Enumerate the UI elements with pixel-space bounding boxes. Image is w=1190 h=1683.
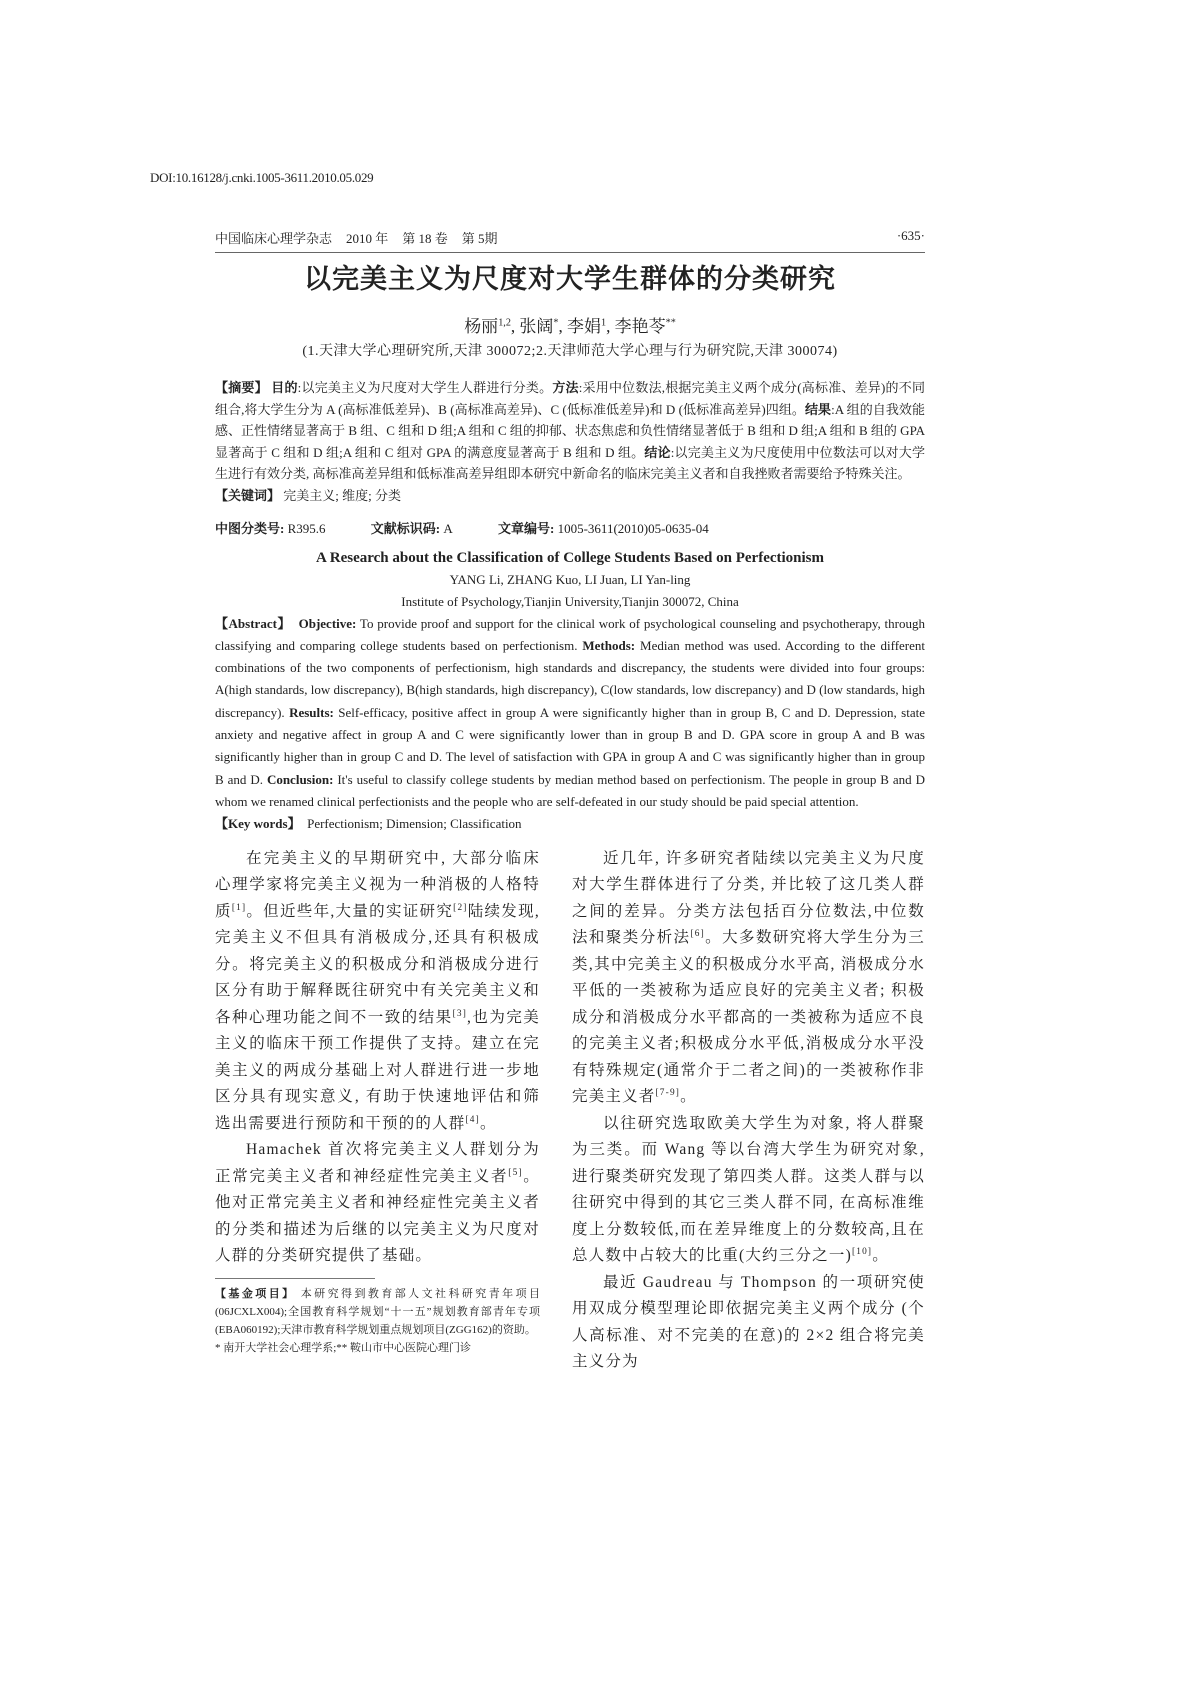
conclusion-en-text: It's useful to classify college students by median method based on perfectionism. The people in group B and D whom we renamed clinical perfectionists and the people who are self-defeated in our study should be paid special attention.: [215, 771, 925, 809]
keywords-en-label: 【Key words】: [215, 816, 301, 832]
running-header: [215, 228, 925, 253]
journal-issue: 第 5期: [461, 231, 498, 246]
objective-text: :以完美主义为尺度对大学生人群进行分类。: [297, 380, 553, 395]
clc-value: R395.6: [287, 520, 326, 536]
text: 陆续发现,完美主义不但具有消极成分,还具有积极成分。将完美主义的积极成分和消极成分进行区分有助于解释既往研究中有关完美主义和各种心理功能之间不一致的结果: [215, 902, 540, 1026]
citation: [5]: [508, 1167, 523, 1178]
doc-code-label: 文献标识码:: [370, 520, 441, 536]
journal-name: 中国临床心理学杂志: [215, 231, 333, 246]
doc-code-value: A: [443, 520, 453, 536]
citation: [10]: [851, 1246, 873, 1257]
author-mark: 1,2: [498, 317, 511, 329]
author-affiliation-note: * 南开大学社会心理学系;** 鞍山市中心医院心理门诊: [215, 1341, 472, 1354]
paper-title: 以完美主义为尺度对大学生群体的分类研究: [304, 264, 836, 294]
authors-en: YANG Li, ZHANG Kuo, LI Juan, LI Yan-ling: [449, 571, 691, 587]
author-mark: *: [553, 317, 559, 329]
text: 。: [680, 1088, 697, 1106]
keywords-cn: [215, 485, 925, 507]
journal-year: 2010 年: [346, 231, 389, 246]
abstract-en-label: 【Abstract】: [215, 615, 292, 631]
doi: DOI:10.16128/j.cnki.1005-3611.2010.05.029: [150, 170, 374, 185]
results-en-text: Self-efficacy, positive affect in group A were significantly higher than in group B, C and D. Depression, state anxiety and negative affect in group A and C were significantly lower than in group B and D. GPA score in group A and B was significantly higher than in group C and D. The level of satisfaction with GPA in group A and C was significantly higher than in group B and D.: [215, 704, 925, 787]
objective-en-text: To provide proof and support for the clinical work of psychological counseling and psychotherapy, through classifying and comparing college students based on perfectionism.: [215, 615, 925, 653]
affiliation: (1.天津大学心理研究所,天津 300072;2.天津师范大学心理与行为研究院,天津 300074): [302, 344, 838, 359]
citation: [6]: [690, 928, 705, 939]
paragraph: [572, 846, 925, 1111]
author: 李娟: [567, 317, 602, 336]
text: ,也为完美主义的临床干预工作提供了支持。建立在完美主义的两成分基础上对人群进行进一步地区分具有现实意义, 有助于快速地评估和筛选出需要进行预防和干预的的人群: [215, 1008, 540, 1132]
body-column-left: [215, 846, 540, 1357]
methods-en-text: Median method was used. According to the different combinations of the two components of perfectionism, high standards and discrepancy, the students were divided into four groups: A(high standards, low discrepancy), B(high standards, high discrepancy), C(low standards, low discrepancy) and D (low standards, high discrepancy).: [215, 637, 925, 720]
text: 。: [479, 1114, 497, 1132]
title-en: A Research about the Classification of College Students Based on Perfectionism: [315, 549, 825, 566]
results-en-label: Results:: [289, 704, 334, 720]
keywords-en-value: Perfectionism; Dimension; Classification: [307, 816, 522, 832]
conclusion-label: 结论: [644, 444, 671, 460]
results-label: 结果: [804, 401, 832, 417]
body-column-right: [572, 846, 925, 1376]
text: Hamachek 首次将完美主义人群划分为正常完美主义者和神经症性完美主义者: [215, 1141, 540, 1185]
objective-en-label: Objective:: [298, 615, 357, 631]
author-mark: **: [665, 317, 676, 329]
citation: [3]: [452, 1008, 468, 1019]
journal-volume: 第 18 卷: [402, 231, 448, 246]
text: 。: [872, 1247, 889, 1265]
classification-info: [215, 519, 925, 539]
methods-text: :采用中位数法,根据完美主义两个成分(高标准、差异)的不同组合,将大学生分为 A (高标准低差异)、B (高标准高差异)、C (低标准低差异)和 D (低标准高差异)四组。: [215, 380, 925, 417]
text: 近几年, 许多研究者陆续以完美主义为尺度对大学生群体进行了分类, 并比较了这几类人群之间的差异。分类方法包括百分位数法,中位数法和聚类分析法: [572, 849, 925, 947]
footnote: [215, 1285, 540, 1357]
citation: [2]: [453, 902, 468, 913]
keywords-label: 【关键词】: [215, 487, 281, 503]
author: 张阔: [519, 317, 554, 336]
abstract-en: [215, 613, 925, 814]
funding-text: 本研究得到教育部人文社科研究青年项目(06JCXLX004);全国教育科学规划“十一五”规划教育部青年专项(EBA060192);天津市教育科学规划重点规划项目(ZGG162)的资助。: [215, 1287, 541, 1336]
text: 以往研究选取欧美大学生为对象, 将人群聚为三类。而 Wang 等以台湾大学生为研究对象,进行聚类研究发现了第四类人群。这类人群与以往研究中得到的其它三类人群不同, 在高标准维度上分数较低,而在差异维度上的分数较高,且在总人数中占较大的比重(大约三分之一): [572, 1114, 925, 1265]
article: [215, 228, 925, 1376]
authors: 杨丽$^{1,2}$, 张阔*, 李娟$^1$, 李艳苓**: [464, 317, 676, 336]
citation: [4]: [465, 1114, 480, 1125]
text: 。但近些年,大量的实证研究: [246, 902, 454, 920]
author: 杨丽: [464, 317, 499, 336]
citation: [1]: [231, 902, 247, 913]
text: 。大多数研究将大学生分为三类,其中完美主义的积极成分水平高, 消极成分水平低的一类被称为适应良好的完美主义者; 积极成分和消极成分水平都高的一类被称为适应不良的完美主义者;积极成分水平低,消极成分水平没有特殊规定(通常介于二者之间)的一类被称作非完美主义者: [572, 929, 925, 1106]
objective-label: 目的: [271, 380, 298, 395]
keywords-value: 完美主义; 维度; 分类: [283, 487, 401, 503]
affiliation-en: Institute of Psychology,Tianjin University,Tianjin 300072, China: [401, 593, 739, 609]
body-columns: [215, 846, 925, 1376]
methods-label: 方法: [552, 380, 579, 395]
article-no-value: 1005-3611(2010)05-0635-04: [557, 520, 709, 536]
methods-en-label: Methods:: [582, 637, 636, 653]
footnote-divider: [215, 1278, 375, 1279]
funding-label: 【基金项目】: [215, 1287, 296, 1300]
text: 在完美主义的早期研究中, 大部分临床心理学家将完美主义视为一种消极的人格特质: [215, 849, 540, 920]
results-text: :A 组的自我效能感、正性情绪显著高于 B 组、C 组和 D 组;A 组和 C 组的抑郁、状态焦虑和负性情绪显著低于 B 组和 D 组;A 组和 B 组的 GPA 显著高于 C 组和 D 组;A 组和 C 组对 GPA 的满意度显著高于 B 组和 D 组。: [215, 401, 925, 460]
journal-info: [215, 228, 498, 247]
abstract-cn: [215, 377, 925, 485]
paragraph: 最近 Gaudreau 与 Thompson 的一项研究使用双成分模型理论即依据完美主义两个成分 (个人高标准、对不完美的在意)的 2×2 组合将完美主义分为: [572, 1273, 925, 1371]
citation: [7-9]: [655, 1087, 681, 1098]
paragraph: [215, 1137, 540, 1270]
clc-label: 中图分类号:: [215, 520, 285, 536]
paragraph: [215, 846, 540, 1138]
page-number: ·635·: [896, 228, 925, 243]
keywords-en: [215, 813, 925, 835]
author: 李艳苓: [614, 317, 666, 336]
author-mark: 1: [601, 317, 607, 329]
conclusion-text: :以完美主义为尺度使用中位数法可以对大学生进行有效分类, 高标准高差异组和低标准高差异组即本研究中新命名的临床完美主义者和自我挫败者需要给予特殊关注。: [215, 444, 925, 482]
article-no-label: 文章编号:: [498, 520, 555, 536]
abstract-label: 【摘要】: [215, 380, 268, 395]
text: 。 他对正常完美主义者和神经症性完美主义者的分类和描述为后继的以完美主义为尺度对人群的分类研究提供了基础。: [215, 1167, 541, 1265]
paragraph: [572, 1111, 925, 1270]
conclusion-en-label: Conclusion:: [266, 771, 334, 787]
